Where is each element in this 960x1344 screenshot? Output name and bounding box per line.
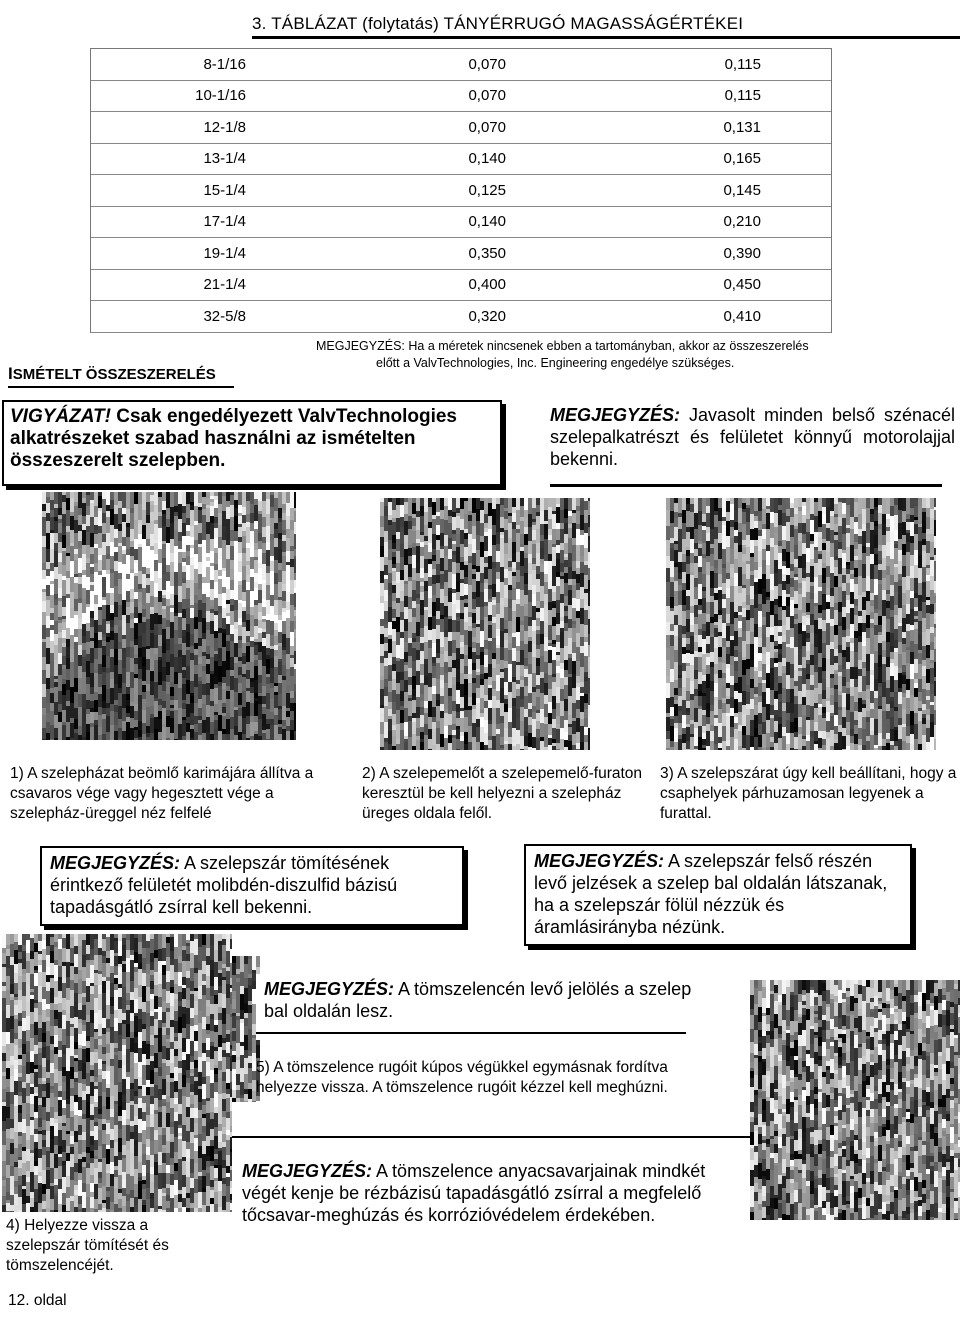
max-height-cell: 0,410	[723, 307, 761, 325]
valve-body-photo	[42, 492, 296, 740]
gland-nut-note-label: MEGJEGYZÉS:	[242, 1161, 373, 1181]
warning-box	[2, 400, 502, 486]
nominal-size-cell: 13-1/4	[203, 150, 246, 168]
title-underline	[252, 36, 960, 39]
max-height-cell: 0,115	[724, 87, 761, 105]
min-height-cell: 0,125	[468, 181, 506, 199]
nominal-size-cell: 17-1/4	[203, 213, 246, 231]
section-heading	[8, 364, 216, 384]
max-height-cell: 0,165	[723, 150, 761, 168]
min-height-cell: 0,400	[468, 276, 506, 294]
table-row	[91, 81, 831, 113]
table-row	[91, 175, 831, 207]
min-height-cell: 0,350	[468, 244, 506, 262]
table-row	[91, 112, 831, 144]
table-row	[91, 238, 831, 270]
min-height-cell: 0,140	[468, 150, 506, 168]
seal-note-text: A szelepszár tömítésének érintkező felületét molibdén-diszulfid bázisú tapadásgátló zsírral kell bekenni.	[50, 853, 398, 917]
table-row	[91, 301, 831, 333]
nominal-size-cell: 12-1/8	[203, 118, 246, 136]
gland-nut-note	[242, 1160, 742, 1226]
gland-note	[256, 974, 702, 1040]
spring-height-table	[90, 48, 832, 333]
gland-note-text: A tömszelencén levő jelölés a szelep bal oldalán lesz.	[264, 979, 692, 1021]
gland-nut-note-text: A tömszelence anyacsavarjainak mindkét végét kenje be rézbázisú tapadásgátló zsírral a megfelelő tőcsavar-meghúzás és korrózióvédelem érdekében.	[242, 1161, 706, 1225]
step-3-caption: 3) A szelepszárat úgy kell beállítani, hogy a csaphelyek párhuzamosan legyenek a furattal.	[660, 765, 957, 822]
step-5-text: 5) A tömszelence rugóit kúpos végükkel egymásnak fordítva helyezze vissza. A tömszelence rugóit kézzel kell meghúzni.	[256, 1059, 668, 1096]
nominal-size-cell: 15-1/4	[203, 181, 246, 199]
valve-lifter-photo	[380, 498, 590, 750]
min-height-cell: 0,320	[468, 307, 506, 325]
step-5-underline	[232, 1136, 750, 1138]
gland-photo	[750, 980, 960, 1220]
valve-stem-photo	[666, 498, 936, 750]
max-height-cell: 0,210	[723, 213, 761, 231]
lubrication-note-text: Javasolt minden belső szénacél szelepalkatrészt és felületet könnyű motorolajjal bekenni.	[550, 405, 955, 469]
table-row	[91, 207, 831, 239]
section-underline	[8, 386, 234, 388]
page-title: 3. TÁBLÁZAT (folytatás) TÁNYÉRRUGÓ MAGASSÁGÉRTÉKEI	[252, 14, 744, 33]
stem-mark-note-text: A szelepszár felső részén levő jelzések a szelep bal oldalán látszanak, ha a szelepszár fölül nézzük és áramlásirányba nézünk.	[534, 851, 888, 937]
section-heading-initial: I	[8, 364, 13, 383]
nominal-size-cell: 32-5/8	[203, 307, 246, 325]
step-4-caption: 4) Helyezze vissza a szelepszár tömítését és tömszelencéjét.	[6, 1217, 169, 1274]
warning-label: VIGYÁZAT!	[10, 406, 111, 427]
gland-note-underline	[256, 1032, 686, 1034]
range-note-line1: MEGJEGYZÉS: Ha a méretek nincsenek ebben a tartományban, akkor az összeszerelés	[316, 339, 809, 353]
nominal-size-cell: 10-1/16	[195, 87, 246, 105]
nominal-size-cell: 21-1/4	[203, 276, 246, 294]
table-row	[91, 144, 831, 176]
section-heading-rest: SMÉTELT ÖSSZESZERELÉS	[12, 366, 216, 383]
stem-mark-note-label: MEGJEGYZÉS:	[534, 851, 665, 871]
step-2-caption: 2) A szelepemelőt a szelepemelő-furaton keresztül be kell helyezni a szelepház üreges oldala felől.	[362, 765, 643, 822]
max-height-cell: 0,115	[724, 55, 761, 73]
max-height-cell: 0,131	[723, 118, 761, 136]
min-height-cell: 0,070	[468, 55, 506, 73]
min-height-cell: 0,140	[468, 213, 506, 231]
step-1-caption: 1) A szelepházat beömlő karimájára állítva a csavaros vége vagy hegesztett vége a szelepház-üreggel néz felfelé	[10, 765, 314, 822]
stem-mark-note-box	[524, 844, 912, 946]
gland-note-label: MEGJEGYZÉS:	[264, 979, 395, 999]
table-row	[91, 49, 831, 81]
nominal-size-cell: 8-1/16	[203, 55, 246, 73]
lubrication-note	[550, 404, 955, 470]
lubrication-note-underline	[550, 484, 942, 487]
max-height-cell: 0,145	[723, 181, 761, 199]
max-height-cell: 0,450	[723, 276, 761, 294]
stem-seal-photo	[2, 934, 232, 1214]
range-note-line2: előtt a ValvTechnologies, Inc. Engineering engedélye szükséges.	[376, 356, 735, 370]
seal-note-label: MEGJEGYZÉS:	[50, 853, 181, 873]
range-note	[316, 338, 856, 372]
warning-text: Csak engedélyezett ValvTechnologies alkatrészeket szabad használni az ismételten összeszerelt szelepben.	[10, 406, 457, 471]
min-height-cell: 0,070	[468, 118, 506, 136]
nominal-size-cell: 19-1/4	[203, 244, 246, 262]
page-number: 12. oldal	[8, 1292, 67, 1309]
min-height-cell: 0,070	[468, 87, 506, 105]
seal-note-box	[40, 846, 464, 926]
max-height-cell: 0,390	[723, 244, 761, 262]
lubrication-note-label: MEGJEGYZÉS:	[550, 405, 681, 425]
table-row	[91, 270, 831, 302]
